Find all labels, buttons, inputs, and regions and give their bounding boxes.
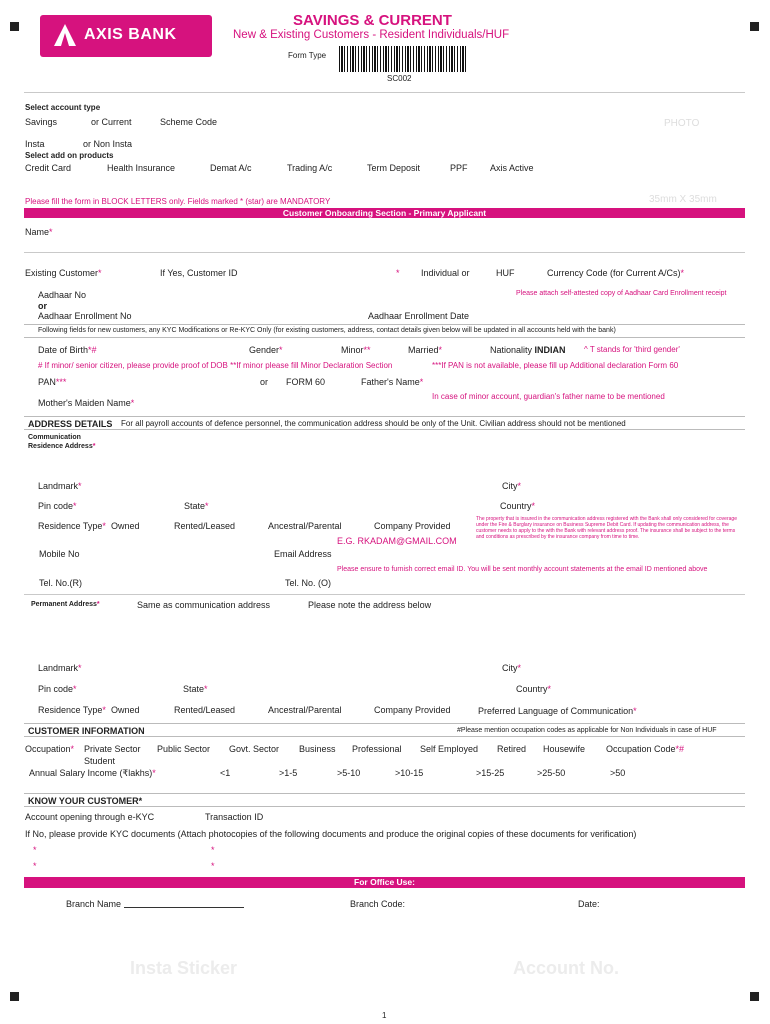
addon-trading[interactable]: Trading A/c [287, 163, 333, 173]
note-below-option[interactable]: Please note the address below [308, 600, 432, 610]
permanent-pin-field[interactable]: Pin code* [38, 684, 77, 694]
divider [24, 252, 745, 253]
addon-axis-active[interactable]: Axis Active [490, 163, 534, 173]
tel-residence-field[interactable]: Tel. No.(R) [39, 578, 83, 588]
salary-range[interactable]: <1 [220, 768, 231, 778]
pan-field[interactable]: PAN*** [38, 377, 67, 387]
permanent-state-field[interactable]: State* [183, 684, 208, 694]
city-field[interactable]: City* [502, 481, 522, 491]
kyc-heading: KNOW YOUR CUSTOMER* [28, 796, 143, 806]
permanent-residence-type-label: Residence Type* [38, 705, 106, 715]
block-letters-instruction: Please fill the form in BLOCK LETTERS only. Fields marked * (star) are MANDATORY [25, 197, 331, 206]
occupation-code-field[interactable]: Occupation Code*# [606, 744, 685, 754]
residence-company-option[interactable]: Company Provided [374, 521, 451, 531]
currency-code-field[interactable]: Currency Code (for Current A/Cs)* [547, 268, 685, 278]
third-gender-note: ^ T stands for 'third gender' [584, 345, 680, 354]
address-note: For all payroll accounts of defence personnel, the communication address should be only of the Unit. Civilian address should not be mentioned [121, 419, 626, 428]
addon-health-insurance[interactable]: Health Insurance [107, 163, 176, 173]
ekyc-option[interactable]: Account opening through e-KYC [25, 812, 155, 822]
bank-name: AXIS BANK [84, 26, 177, 43]
addon-demat[interactable]: Demat A/c [210, 163, 252, 173]
occupation-label: Occupation* [25, 744, 75, 754]
occupation-note: #Please mention occupation codes as applicable for Non Individuals in case of HUF [457, 727, 717, 734]
occupation-business[interactable]: Business [299, 744, 336, 754]
residence-ancestral-option[interactable]: Ancestral/Parental [268, 521, 342, 531]
branch-name-field[interactable]: Branch Name [66, 899, 122, 909]
savings-option[interactable]: Savings [25, 117, 58, 127]
permanent-rented-option[interactable]: Rented/Leased [174, 705, 236, 715]
form-title: SAVINGS & CURRENT [293, 12, 452, 29]
registration-mark [750, 992, 759, 1001]
existing-customer-label[interactable]: Existing Customer* [25, 268, 102, 278]
country-field[interactable]: Country* [500, 501, 536, 511]
aadhaar-note: Please attach self-attested copy of Aadhaar Card Enrollment receipt [516, 290, 727, 297]
mandatory-star: * [33, 845, 37, 855]
email-note: Please ensure to furnish correct email ID. You will be sent monthly account statements at the email ID mentioned above [337, 566, 708, 573]
onboarding-section-title: Customer Onboarding Section - Primary Applicant [24, 208, 745, 218]
state-field[interactable]: State* [184, 501, 209, 511]
permanent-company-option[interactable]: Company Provided [374, 705, 451, 715]
address-details-heading: ADDRESS DETAILS [28, 419, 113, 429]
individual-option[interactable]: Individual or [421, 268, 470, 278]
permanent-address-label: Permanent Address* [31, 601, 100, 608]
form60-option[interactable]: FORM 60 [286, 377, 326, 387]
scheme-code-field[interactable]: Scheme Code [160, 117, 218, 127]
residence-rented-option[interactable]: Rented/Leased [174, 521, 236, 531]
email-example: E.G. RKADAM@GMAIL.COM [337, 536, 457, 546]
salary-range[interactable]: >1-5 [279, 768, 298, 778]
date-field[interactable]: Date: [578, 899, 600, 909]
occupation-student[interactable]: Student [84, 756, 116, 766]
bank-logo [40, 15, 212, 57]
minor-note: # If minor/ senior citizen, please provide proof of DOB **If minor please fill Minor Declaration Section [38, 361, 393, 370]
aadhaar-no-field[interactable]: Aadhaar No [38, 290, 87, 300]
photo-label: PHOTO [664, 118, 700, 129]
or-label: or [38, 301, 47, 311]
addon-ppf[interactable]: PPF [450, 163, 468, 173]
barcode [339, 46, 466, 72]
kyc-docs-note: If No, please provide KYC documents (Attach photocopies of the following documents and produce the original copies of these documents for verification) [25, 829, 637, 839]
landmark-field[interactable]: Landmark* [38, 481, 82, 491]
tel-office-field[interactable]: Tel. No. (O) [285, 578, 332, 588]
salary-range[interactable]: >15-25 [476, 768, 505, 778]
photo-box[interactable] [604, 104, 739, 206]
insurance-note: The property that is insured in the communication address registered with the Bank shall only considered for coverage under the Fire & Burglary insurance on Business Supreme Debit Card. If updating the communication address, the customer needs to apply to the with the Bank with relevant address proof. The insurance shall be subject to the terms and conditions as prescribed by the insurance company from time to time. [476, 516, 737, 540]
insta-option[interactable]: Insta [25, 139, 45, 149]
permanent-country-field[interactable]: Country* [516, 684, 552, 694]
divider [24, 594, 745, 595]
residence-owned-option[interactable]: Owned [111, 521, 140, 531]
email-field[interactable]: Email Address [274, 549, 332, 559]
occupation-professional[interactable]: Professional [352, 744, 402, 754]
transaction-id-field[interactable]: Transaction ID [205, 812, 264, 822]
residence-type-label: Residence Type* [38, 521, 106, 531]
insta-sticker-label: Insta Sticker [130, 958, 238, 978]
salary-range[interactable]: >10-15 [395, 768, 424, 778]
occupation-housewife[interactable]: Housewife [543, 744, 586, 754]
form-type-label: Form Type [288, 51, 327, 60]
divider [24, 92, 745, 93]
salary-range[interactable]: >25-50 [537, 768, 566, 778]
form-code: SC002 [387, 74, 412, 83]
preferred-language-field[interactable]: Preferred Language of Communication* [478, 706, 637, 716]
mandatory-star: * [211, 845, 215, 855]
customer-id-field[interactable]: If Yes, Customer ID [160, 268, 238, 278]
guardian-note: In case of minor account, guardian's father name to be mentioned [432, 392, 665, 401]
salary-range[interactable]: >5-10 [337, 768, 361, 778]
kyc-note: Following fields for new customers, any KYC Modifications or Re-KYC Only (for existing customers, address, contact details given below will be updated in all accounts held with the bank) [38, 327, 616, 334]
photo-size: 35mm X 35mm [649, 194, 717, 205]
or-label: or [260, 377, 269, 387]
axis-logo-icon [54, 24, 76, 46]
registration-mark [10, 22, 19, 31]
addon-term-deposit[interactable]: Term Deposit [367, 163, 421, 173]
father-name-field[interactable]: Father's Name* [361, 377, 424, 387]
branch-name-line [124, 907, 244, 908]
occupation-public[interactable]: Public Sector [157, 744, 211, 754]
residence-address-label: Residence Address* [28, 443, 96, 450]
permanent-owned-option[interactable]: Owned [111, 705, 140, 715]
salary-range[interactable]: >50 [610, 768, 626, 778]
permanent-ancestral-option[interactable]: Ancestral/Parental [268, 705, 342, 715]
mandatory-star: * [396, 268, 400, 278]
aadhaar-enrollment-no-field[interactable]: Aadhaar Enrollment No [38, 311, 132, 321]
occupation-retired[interactable]: Retired [497, 744, 527, 754]
mandatory-star: * [211, 861, 215, 871]
occupation-govt[interactable]: Govt. Sector [229, 744, 280, 754]
aadhaar-enrollment-date-field[interactable]: Aadhaar Enrollment Date [368, 311, 470, 321]
non-insta-option[interactable]: or Non Insta [83, 139, 133, 149]
occupation-self-employed[interactable]: Self Employed [420, 744, 479, 754]
communication-label: Communication [28, 434, 81, 441]
same-as-communication-option[interactable]: Same as communication address [137, 600, 271, 610]
pan-note: ***If PAN is not available, please fill up Additional declaration Form 60 [432, 361, 679, 370]
current-option[interactable]: or Current [91, 117, 132, 127]
registration-mark [750, 22, 759, 31]
form-subtitle: New & Existing Customers - Resident Individuals/HUF [233, 29, 510, 41]
mobile-field[interactable]: Mobile No [39, 549, 80, 559]
account-type-heading: Select account type [25, 103, 101, 112]
branch-code-field[interactable]: Branch Code: [350, 899, 406, 909]
addon-credit-card[interactable]: Credit Card [25, 163, 72, 173]
huf-option[interactable]: HUF [496, 268, 515, 278]
name-label: Name* [25, 227, 53, 237]
pin-code-field[interactable]: Pin code* [38, 501, 77, 511]
married-field[interactable]: Married* [408, 345, 443, 355]
occupation-private[interactable]: Private Sector [84, 744, 141, 754]
page-number: 1 [382, 1011, 387, 1020]
nationality-field[interactable]: Nationality INDIAN [490, 345, 566, 355]
account-no-label: Account No. [513, 958, 619, 978]
addons-heading: Select add on products [25, 151, 114, 160]
permanent-city-field[interactable]: City* [502, 663, 522, 673]
registration-mark [10, 992, 19, 1001]
minor-field[interactable]: Minor** [341, 345, 371, 355]
permanent-landmark-field[interactable]: Landmark* [38, 663, 82, 673]
customer-info-heading: CUSTOMER INFORMATION [28, 726, 145, 736]
gender-field[interactable]: Gender* [249, 345, 283, 355]
office-use-title: For Office Use: [24, 877, 745, 888]
mother-name-field[interactable]: Mother's Maiden Name* [38, 398, 135, 408]
dob-field[interactable]: Date of Birth*# [38, 345, 97, 355]
mandatory-star: * [33, 861, 37, 871]
salary-label: Annual Salary Income (₹lakhs)* [29, 768, 156, 778]
